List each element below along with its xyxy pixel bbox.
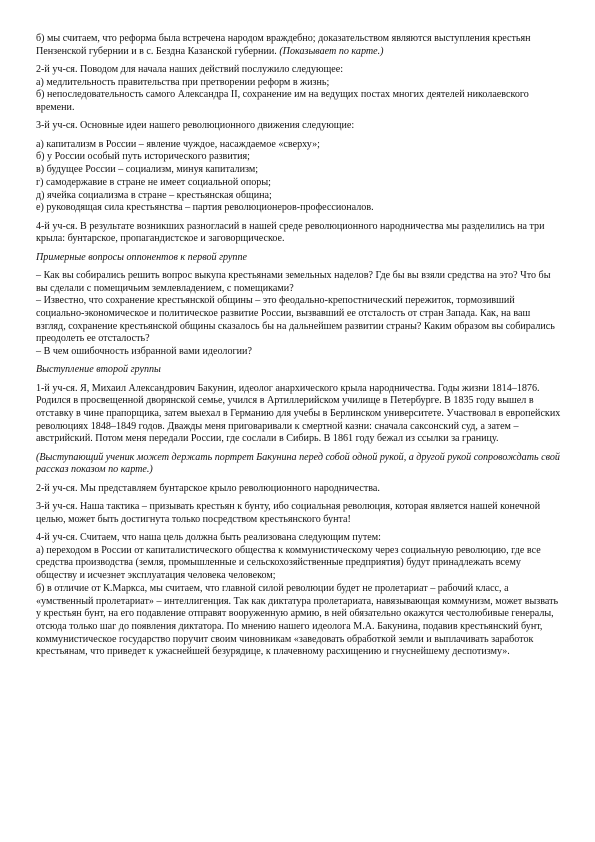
paragraph-reform-reaction (36, 33, 562, 58)
document-page (36, 33, 562, 665)
ideas-heading: 3-й уч-ся. Основные идеи нашего революционного движения следующие: (36, 120, 355, 132)
list-item: е) руководящая сила крестьянства – партия революционеров-профессионалов. (36, 202, 374, 214)
paragraph-text: 1-й уч-ся. Я, Михаил Александрович Бакунин, идеолог анархического крыла народничества. Годы жизни 1814–1876. Родился в просвещенной дворянской семье, учился в Артиллерийском училище в Петербурге. В 1835 году вышел в отставку в чине прапорщика, затем выехал в Германию для учебы в Берлинском университете. Участвовал в европейских революциях 1848–1849 годов. Дважды меня приговаривали к смертной казни: сначала саксонский суд, а затем – австрийский. Потом меня передали России, где сослали в Сибирь. В 1861 году бежал из ссылки за границу. (36, 382, 561, 445)
paragraph-text: 3-й уч-ся. Наша тактика – призывать крестьян к бунту, ибо социальная революция, которая является нашей конечной целью, может быть достигнута только посредством крестьянского бунта! (36, 501, 541, 525)
paragraph-text (36, 33, 562, 58)
line-text: а) медлительность правительства при претворении реформ в жизнь; (36, 76, 330, 88)
stage-direction-note (36, 452, 562, 477)
list-item: д) ячейка социализма в стране – крестьянская община; (36, 189, 272, 201)
line-text: б) непоследовательность самого Александра II, сохранение им на ведущих постах многих деятелей николаевского времени. (36, 89, 529, 114)
map-note: (Показывает по карте.) (279, 45, 384, 57)
paragraph-bakunin-bio (36, 383, 562, 447)
question-item: – В чем ошибочность избранной вами идеологии? (36, 346, 252, 358)
reform-reaction-text: б) мы считаем, что реформа была встречена народом враждебно; доказательством являются выступления крестьян Пензенской губернии и в с. Бездна Казанской губернии. (36, 33, 531, 57)
paragraph-student-2-reasons (36, 64, 562, 115)
line-text: 4-й уч-ся. Считаем, что наша цель должна быть реализована следующим путем: (36, 532, 381, 544)
paragraph-text: 2-й уч-ся. Мы представляем бунтарское крыло революционного народничества. (36, 482, 380, 494)
heading-text: Примерные вопросы оппонентов к первой группе (36, 251, 247, 263)
question-item: – Известно, что сохранение крестьянской общины – это феодально-крепостнический пережиток, тормозивший социально-экономическое и политическое развитие России, вызвавший ее отсталость от стран Запада. Как, на ваш взгляд, сохранение крестьянской общины сказалось бы на дальнейшем развитии страны? Каким образом вы собирались преодолеть ее отсталость? (36, 295, 555, 345)
questions-block (36, 270, 562, 359)
section-heading-questions (36, 252, 562, 265)
paragraph-student-3-tactics (36, 501, 562, 526)
list-item: б) в отличие от К.Маркса, мы считаем, что главной силой революции будет не пролетариат – рабочий класс, а «умственный пролетариат» – интеллигенция. Так как диктатура пролетариата, навязывающая коммунизм, может вызвать у крестьян бунт, на его подавление отправят вооруженную армию, в ней обязательно окажутся честолюбивые генералы, отсюда только шаг до появления диктатора. По мнению нашего идеолога М.А. Бакунина, подавив крестьянский бунт, коммунистическое государство поручит своим чиновникам «заведовать обработкой земли и выплачивать заработок крестьянам, что приведет к ужаснейшей безурядице, к плачевному расхищению и гнуснейшему деспотизму». (36, 582, 559, 658)
section-heading-second-group (36, 364, 562, 377)
note-text: (Выступающий ученик может держать портрет Бакунина перед собой одной рукой, а другой рукой сопровождать свой рассказ показом по карте.) (36, 451, 560, 476)
question-item: – Как вы собирались решить вопрос выкупа крестьянами земельных наделов? Где бы вы взяли средства на это? Что бы вы сделали с помещичьим землевладением, с помещиками? (36, 269, 551, 294)
list-item: г) самодержавие в стране не имеет социальной опоры; (36, 176, 271, 188)
list-item: б) у России особый путь исторического развития; (36, 151, 250, 163)
heading-text: Выступление второй группы (36, 364, 161, 376)
line-text: 2-й уч-ся. Поводом для начала наших действий послужило следующее: (36, 64, 344, 75)
list-item: а) капитализм в России – явление чуждое, насаждаемое «сверху»; (36, 138, 320, 150)
paragraph-student-4-path (36, 532, 562, 659)
paragraph-text: 4-й уч-ся. В результате возникших разногласий в нашей среде революционного народничества мы разделились на три крыла: бунтарское, пропагандистское и заговорщическое. (36, 220, 545, 245)
paragraph-student-2-rebels (36, 483, 562, 496)
list-item: а) переходом в России от капиталистического общества к коммунистическому через социальную революцию, где все средства производства (земля, промышленные и сельскохозяйственные предприятия) будут принадлежать всему обществу и исчезнет эксплуатация человека человеком; (36, 544, 541, 582)
paragraph-student-3-ideas (36, 120, 562, 215)
list-item: в) будущее России – социализм, минуя капитализм; (36, 164, 259, 176)
paragraph-student-4-wings (36, 221, 562, 246)
